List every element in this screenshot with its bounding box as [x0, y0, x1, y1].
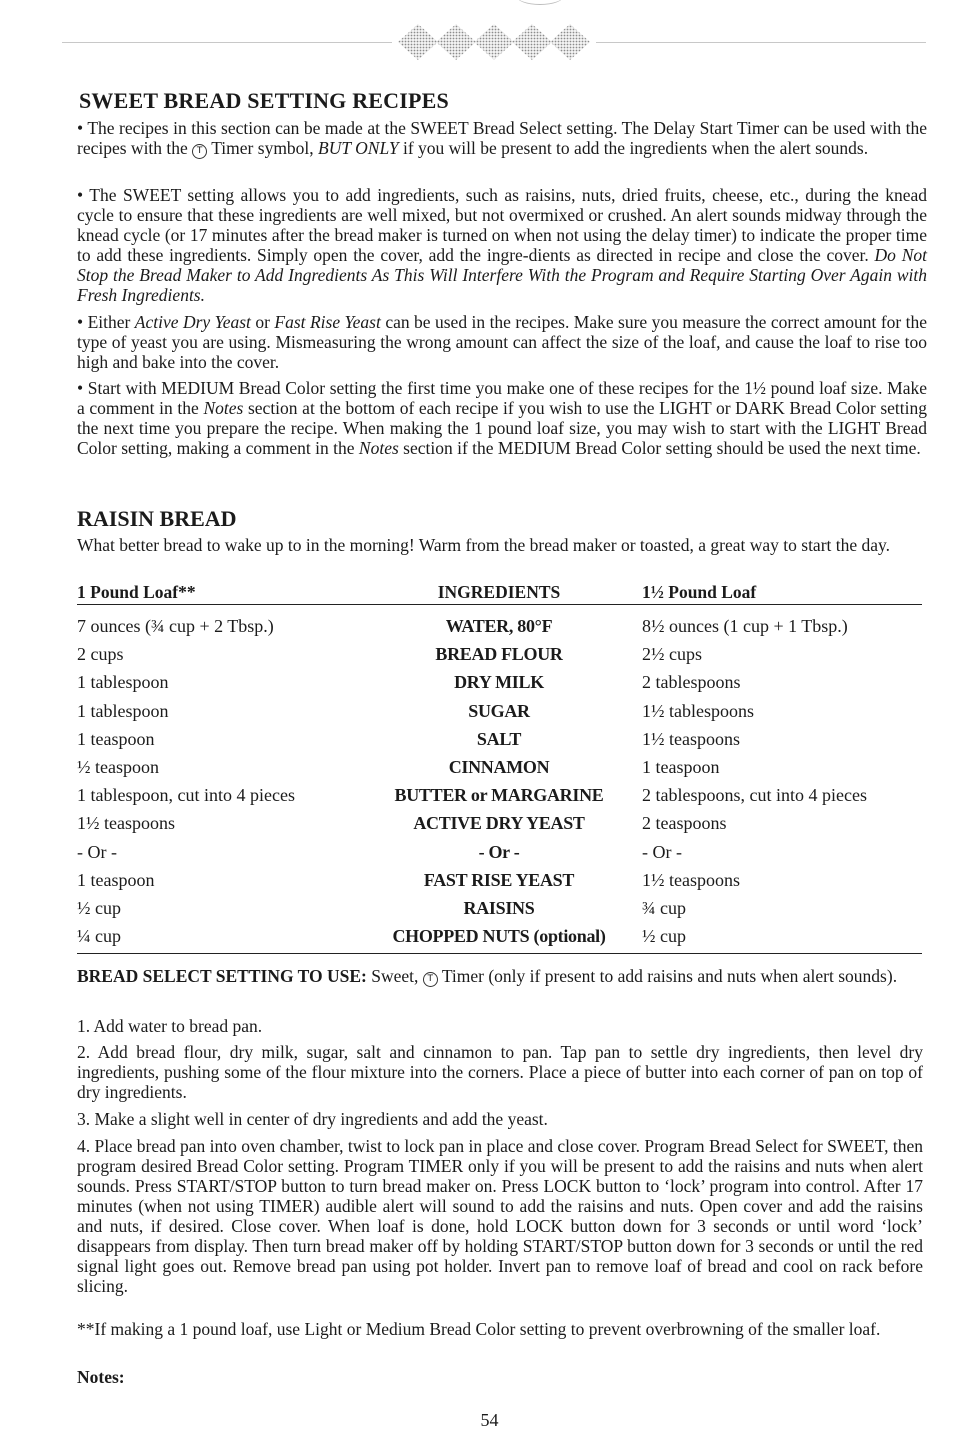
instruction-step-2: 2. Add bread flour, dry milk, sugar, salt and cinnamon to pan. Tap pan to settle dry ingredients, then level dry ingredients, pushing some of the flour mixture into the corners. Place a piece of butter into each corner of pan on top of dry ingredients. — [77, 1042, 923, 1102]
table-row — [77, 811, 922, 839]
p4-text-c: section if the MEDIUM Bread Color setting should be used the next time. — [403, 438, 921, 458]
small-loaf-amount: ½ teaspoon — [77, 756, 159, 777]
p3-text-a: • Either — [77, 312, 131, 332]
table-row — [77, 614, 922, 642]
setting-text-a: Sweet, — [371, 966, 419, 986]
large-loaf-amount: 1½ teaspoons — [642, 869, 740, 890]
small-loaf-footnote: **If making a 1 pound loaf, use Light or Medium Bread Color setting to prevent overbrowning of the smaller loaf. — [77, 1319, 881, 1339]
small-loaf-amount: ¼ cup — [77, 926, 121, 947]
p4-text-a: • Start with MEDIUM Bread Color setting the first time you make one of these recipes for the 1½ pound loaf size. Make a comment in the — [77, 378, 927, 418]
small-loaf-amount: 1 teaspoon — [77, 728, 155, 749]
notes-label: Notes: — [77, 1367, 125, 1387]
instruction-step-3: 3. Make a slight well in center of dry ingredients and add the yeast. — [77, 1109, 548, 1129]
small-loaf-amount: 7 ounces (¾ cup + 2 Tbsp.) — [77, 616, 274, 636]
p2-text: • The SWEET setting allows you to add ingredients, such as raisins, nuts, dried fruits, cheese, etc., during the knead cycle to ensure that these ingredients are well mixed, but not overmixed or crushed. An alert sounds midway through the knead cycle (or 17 minutes after the bread maker is turned on when not using the delay timer) to indicate the proper time to add these ingredients. Simply open the cover, add the ingre-dients as directed in recipe and close the cover. — [77, 185, 927, 265]
table-row — [77, 840, 922, 868]
table-top-rule — [77, 604, 922, 605]
ingredient-name: CHOPPED NUTS (optional) — [392, 926, 606, 947]
p4-text-b: section at the bottom of each recipe if you wish to use the LIGHT or DARK Bread Color setting the next time you prepare the recipe. When making the 1 pound loaf size, you may wish to start with the LIGHT Bread Color setting, making a comment in the — [77, 398, 927, 458]
small-loaf-amount: 2 cups — [77, 644, 124, 665]
ingredient-name: - Or - — [478, 841, 520, 862]
page-number: 54 — [480, 1410, 499, 1430]
diamond-ornament-icon — [398, 22, 593, 62]
ingredient-name: ACTIVE DRY YEAST — [413, 813, 585, 834]
large-loaf-amount: ¾ cup — [642, 897, 686, 918]
p1-text-b: Timer symbol, — [211, 138, 314, 158]
large-loaf-amount: 2 tablespoons — [642, 672, 741, 693]
intro-paragraph-3 — [77, 312, 927, 372]
ornament-arc — [516, 0, 564, 5]
recipe-title: RAISIN BREAD — [77, 506, 237, 531]
table-row — [77, 924, 922, 952]
ingredient-name: DRY MILK — [454, 672, 544, 693]
intro-paragraph-4 — [77, 378, 927, 458]
table-row — [77, 868, 922, 896]
ingredient-name: RAISINS — [463, 897, 535, 918]
small-loaf-amount: 1 tablespoon — [77, 700, 169, 721]
ingredient-name: CINNAMON — [448, 756, 550, 777]
ingredient-name: WATER, 80°F — [445, 616, 553, 636]
setting-label: BREAD SELECT SETTING TO USE: — [77, 966, 367, 986]
column-header-large-loaf: 1½ Pound Loaf — [642, 582, 757, 602]
large-loaf-amount: ½ cup — [642, 926, 686, 947]
table-bottom-rule — [77, 953, 922, 954]
table-row — [77, 642, 922, 670]
instruction-step-1: 1. Add water to bread pan. — [77, 1016, 263, 1036]
table-row — [77, 783, 922, 811]
p4-emphasis-2: Notes — [358, 438, 399, 458]
section-title: SWEET BREAD SETTING RECIPES — [79, 88, 449, 113]
small-loaf-amount: 1½ teaspoons — [77, 813, 175, 834]
large-loaf-amount: 2 tablespoons, cut into 4 pieces — [642, 785, 867, 806]
p3-emphasis-2: Fast Rise Yeast — [274, 312, 381, 332]
column-header-small-loaf: 1 Pound Loaf** — [77, 582, 196, 602]
p1-emphasis: BUT ONLY — [318, 138, 399, 158]
bread-select-setting — [77, 966, 923, 987]
large-loaf-amount: 8½ ounces (1 cup + 1 Tbsp.) — [642, 616, 848, 636]
ingredient-name: FAST RISE YEAST — [423, 869, 575, 890]
large-loaf-amount: 1½ teaspoons — [642, 728, 740, 749]
ingredient-name: BREAD FLOUR — [435, 644, 563, 665]
table-row — [77, 896, 922, 924]
recipe-intro: What better bread to wake up to in the morning! Warm from the bread maker or toasted, a great way to start the day. — [77, 535, 891, 555]
ornament-rule-left — [62, 42, 392, 43]
ingredient-name: SUGAR — [468, 700, 530, 721]
intro-paragraph-1 — [77, 118, 927, 159]
small-loaf-amount: ½ cup — [77, 897, 121, 918]
p1-text-a: • The recipes in this section can be made at the SWEET Bread Select setting. The Delay Start Timer can be used with the recipes with the — [77, 118, 927, 158]
large-loaf-amount: 2 teaspoons — [642, 813, 727, 834]
small-loaf-amount: 1 teaspoon — [77, 869, 155, 890]
large-loaf-amount: - Or - — [642, 841, 682, 862]
small-loaf-amount: 1 tablespoon — [77, 672, 169, 693]
p1-text-c: if you will be present to add the ingredients when the alert sounds. — [402, 138, 869, 158]
large-loaf-amount: 1 teaspoon — [642, 756, 720, 777]
p3-emphasis-1: Active Dry Yeast — [134, 312, 251, 332]
ingredients-table — [77, 614, 922, 952]
small-loaf-amount: - Or - — [77, 841, 117, 862]
p3-text-b: or — [255, 312, 270, 332]
table-row — [77, 755, 922, 783]
ingredient-name: BUTTER or MARGARINE — [394, 785, 604, 806]
large-loaf-amount: 1½ tablespoons — [642, 700, 754, 721]
intro-paragraph-2 — [77, 185, 927, 305]
small-loaf-amount: 1 tablespoon, cut into 4 pieces — [77, 785, 295, 806]
table-row — [77, 670, 922, 698]
timer-symbol-icon: T — [423, 972, 438, 987]
p3-text-c: can be used in the recipes. Make sure you measure the correct amount for the type of yeast you are using. Mismeasuring the wrong amount can affect the size of the loaf, and cause the loaf to rise too high and bake into the cover. — [77, 312, 928, 372]
ingredient-name: SALT — [476, 728, 522, 749]
timer-symbol-icon: T — [192, 144, 207, 159]
table-row — [77, 699, 922, 727]
setting-text-b: Timer (only if present to add raisins and nuts when alert sounds). — [441, 966, 898, 986]
p4-emphasis-1: Notes — [203, 398, 244, 418]
p2-emphasis: Do Not Stop the Bread Maker to Add Ingredients As This Will Interfere With the Program and Require Starting Over Again with Fresh Ingredients. — [77, 245, 927, 305]
ornament-rule-right — [596, 42, 926, 43]
large-loaf-amount: 2½ cups — [642, 644, 702, 665]
instruction-step-4: 4. Place bread pan into oven chamber, twist to lock pan in place and close cover. Program Bread Select for SWEET, then program desired Bread Color setting. Program TIMER only if you will be present to add the raisins and nuts when alert sounds. Press START/STOP button to turn bread maker on. Press LOCK button to ‘lock’ program into control. After 17 minutes (when not using TIMER) audible alert will sound to add the raisins and nuts. Open cover and add the raisins and nuts, if desired. Close cover. When loaf is done, hold LOCK button down for 3 seconds or until word ‘lock’ disappears from display. Then turn bread maker off by holding START/STOP button down for 3 seconds or until the red signal light goes out. Remove bread pan using pot holder. Invert pan to remove loaf of bread and cool on rack before slicing. — [77, 1136, 923, 1296]
column-header-ingredients: INGREDIENTS — [437, 582, 561, 602]
table-row — [77, 727, 922, 755]
